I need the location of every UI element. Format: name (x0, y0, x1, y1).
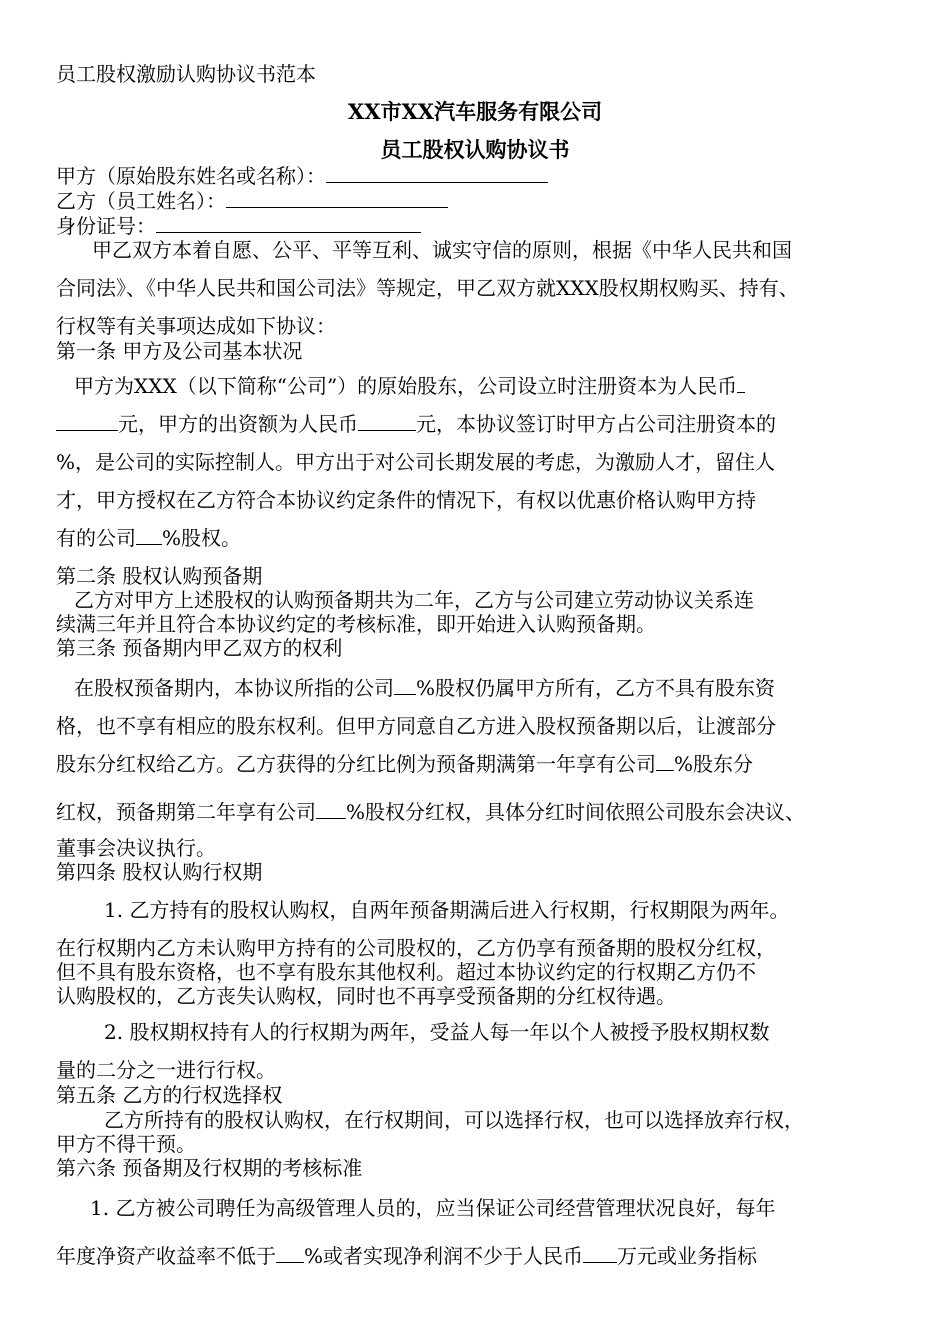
article-1-line-5: 有的公司 %股权。 (56, 526, 242, 550)
article-4-line-5: 2. 股权期权持有人的行权期为两年，受益人每一年以个人被授予股权期权数 (104, 1020, 770, 1044)
capital-field-b[interactable] (56, 412, 118, 431)
party-a-label: 甲方（原始股东姓名或名称）： (56, 164, 326, 188)
roe-percent-field[interactable] (276, 1244, 304, 1263)
year1-dividend-field[interactable] (656, 752, 674, 771)
article-1-line-4: 才，甲方授权在乙方符合本协议约定条件的情况下，有权以优惠价格认购甲方持 (56, 488, 756, 512)
article-3-line-3: 股东分红权给乙方。乙方获得的分红比例为预备期满第一年享有公司 %股东分 (56, 752, 754, 776)
article-6-line-1: 1. 乙方被公司聘任为高级管理人员的，应当保证公司经营管理状况良好，每年 (90, 1196, 776, 1220)
party-a-line (56, 164, 548, 188)
article-6-heading: 第六条 预备期及行权期的考核标准 (56, 1156, 363, 1180)
net-profit-field[interactable] (583, 1244, 617, 1263)
contribution-field[interactable] (358, 412, 416, 431)
equity-percent-field[interactable] (136, 526, 162, 545)
company-name: XX市XX汽车服务有限公司 (347, 99, 603, 124)
article-3-heading: 第三条 预备期内甲乙双方的权利 (56, 636, 343, 660)
article-1-line-3: %，是公司的实际控制人。甲方出于对公司长期发展的考虑，为激励人才，留住人 (56, 450, 776, 474)
article-2-line-2: 续满三年并且符合本协议约定的考核标准，即开始进入认购预备期。 (56, 612, 656, 636)
year2-dividend-field[interactable] (316, 800, 346, 819)
preamble-line-2: 合同法》、《中华人民共和国公司法》等规定，甲乙双方就XXX股权期权购买、持有、 (56, 276, 799, 300)
article-4-line-6: 量的二分之一进行行权。 (56, 1058, 276, 1082)
article-5-heading: 第五条 乙方的行权选择权 (56, 1083, 283, 1107)
article-3-line-2: 格，也不享有相应的股东权利。但甲方同意自乙方进入股权预备期以后，让渡部分 (56, 714, 776, 738)
article-5-line-1: 乙方所持有的股权认购权，在行权期间，可以选择行权，也可以选择放弃行权， (104, 1108, 804, 1132)
party-b-line (56, 189, 448, 213)
article-1-line-1: 甲方为XXX（以下简称“公司”）的原始股东，公司设立时注册资本为人民币 (74, 374, 745, 398)
party-a-field[interactable] (326, 164, 548, 183)
article-3-line-1: 在股权预备期内，本协议所指的公司 %股权仍属甲方所有，乙方不具有股东资 (74, 676, 776, 700)
id-field[interactable] (156, 214, 421, 233)
article-4-line-2: 在行权期内乙方未认购甲方持有的公司股权的，乙方仍享有预备期的股权分红权， (56, 936, 776, 960)
id-line (56, 214, 421, 238)
article-6-line-2: 年度净资产收益率不低于 %或者实现净利润不少于人民币 万元或业务指标 (56, 1244, 758, 1268)
capital-field-a[interactable] (737, 374, 745, 393)
party-b-field[interactable] (226, 189, 448, 208)
preamble-line-3: 行权等有关事项达成如下协议： (56, 314, 336, 338)
article-2-heading: 第二条 股权认购预备期 (56, 564, 263, 588)
article-4-line-3: 但不具有股东资格，也不享有股东其他权利。超过本协议约定的行权期乙方仍不 (56, 960, 756, 984)
article-3-line-4: 红权，预备期第二年享有公司 %股权分红权，具体分红时间依照公司股东会决议、 (56, 800, 806, 824)
article-1-line-2: 元，甲方的出资额为人民币 元，本协议签订时甲方占公司注册资本的 (56, 412, 776, 436)
article-4-heading: 第四条 股权认购行权期 (56, 860, 263, 884)
preamble-line-1: 甲乙双方本着自愿、公平、平等互利、诚实守信的原则，根据《中华人民共和国 (92, 238, 792, 262)
reserved-percent-field[interactable] (394, 676, 416, 695)
id-label: 身份证号： (56, 214, 156, 238)
document-label: 员工股权激励认购协议书范本 (56, 62, 316, 86)
article-3-line-5: 董事会决议执行。 (56, 836, 216, 860)
article-2-line-1: 乙方对甲方上述股权的认购预备期共为二年，乙方与公司建立劳动协议关系连 (74, 588, 754, 612)
article-4-line-1: 1. 乙方持有的股权认购权，自两年预备期满后进入行权期，行权期限为两年。 (104, 898, 790, 922)
party-b-label: 乙方（员工姓名）： (56, 189, 226, 213)
article-5-line-2: 甲方不得干预。 (56, 1132, 196, 1156)
article-4-line-4: 认购股权的，乙方丧失认购权，同时也不再享受预备期的分红权待遇。 (56, 984, 676, 1008)
article-1-heading: 第一条 甲方及公司基本状况 (56, 339, 303, 363)
document-title: 员工股权认购协议书 (380, 137, 570, 162)
